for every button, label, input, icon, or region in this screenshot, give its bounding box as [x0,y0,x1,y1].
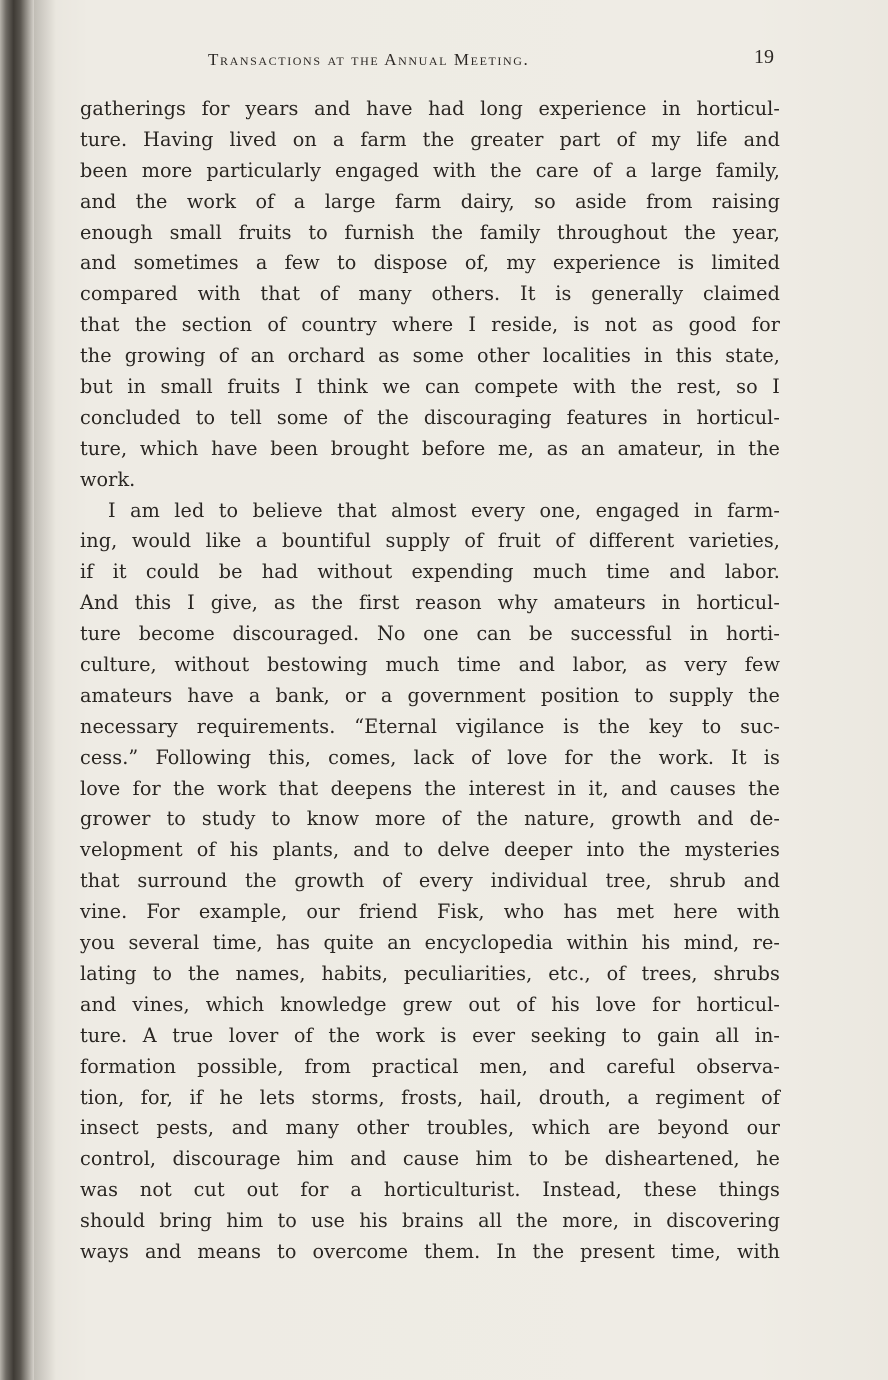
text-line: ture. Having lived on a farm the greater part of my life and [80,127,780,151]
text-line: gatherings for years and have had long experience in horticul- [80,97,780,120]
text-line: concluded to tell some of the discouraging features in horticul- [80,405,780,429]
text-line: And this I give, as the first reason why amateurs in horticul- [80,591,780,615]
text-line: the growing of an orchard as some other localities in this state, [80,344,780,368]
text-line: ture become discouraged. No one can be successful in horti- [80,622,780,646]
text-line: ture. A true lover of the work is ever seeking to gain all in- [80,1023,780,1047]
text-line: been more particularly engaged with the care of a large family, [80,158,780,182]
page-number: 19 [754,46,774,68]
text-line: grower to study to know more of the nature, growth and de- [80,807,780,831]
body-text [80,94,780,1268]
text-line: necessary requirements. “Eternal vigilance is the key to suc- [80,714,780,738]
text-line: you several time, has quite an encyclopedia within his mind, re- [80,931,780,955]
paragraph-start-line: I am led to believe that almost every one, engaged in farm- [108,498,780,522]
text-line: insect pests, and many other troubles, which are beyond our [80,1116,780,1140]
text-line: cess.” Following this, comes, lack of love for the work. It is [80,745,780,769]
text-line: love for the work that deepens the interest in it, and causes the [80,776,780,800]
text-line: enough small fruits to furnish the family throughout the year, [80,220,780,244]
text-line: amateurs have a bank, or a government position to supply the [80,683,780,707]
text-line: control, discourage him and cause him to be disheartened, he [80,1147,780,1171]
binding-shadow [34,0,56,1380]
paragraph-end-line: work. [80,467,136,491]
text-line: compared with that of many others. It is generally claimed [80,282,780,306]
running-head: Transactions at the Annual Meeting. [208,50,530,69]
text-line: ways and means to overcome them. In the present time, with [80,1239,780,1263]
text-line: tion, for, if he lets storms, frosts, hail, drouth, a regiment of [80,1085,780,1109]
text-line: velopment of his plants, and to delve deeper into the mysteries [80,838,780,862]
text-line: lating to the names, habits, peculiarities, etc., of trees, shrubs [80,961,780,985]
text-line: and the work of a large farm dairy, so aside from raising [80,189,780,213]
text-line: was not cut out for a horticulturist. Instead, these things [80,1178,780,1202]
text-line: formation possible, from practical men, and careful observa- [80,1054,780,1078]
text-line: ing, would like a bountiful supply of fruit of different varieties, [80,529,780,553]
text-line: culture, without bestowing much time and labor, as very few [80,653,780,677]
text-line: but in small fruits I think we can compete with the rest, so I [80,375,780,399]
text-line: and sometimes a few to dispose of, my experience is limited [80,251,780,275]
text-line: ture, which have been brought before me, as an amateur, in the [80,436,780,460]
text-line: that the section of country where I reside, is not as good for [80,313,780,337]
text-line: should bring him to use his brains all the more, in discovering [80,1209,780,1233]
text-line: vine. For example, our friend Fisk, who has met here with [80,900,780,924]
page-header [80,44,776,76]
text-line: and vines, which knowledge grew out of his love for horticul- [80,992,780,1016]
text-line: that surround the growth of every individual tree, shrub and [80,869,780,893]
text-line: if it could be had without expending much time and labor. [80,560,780,584]
book-binding [0,0,34,1380]
